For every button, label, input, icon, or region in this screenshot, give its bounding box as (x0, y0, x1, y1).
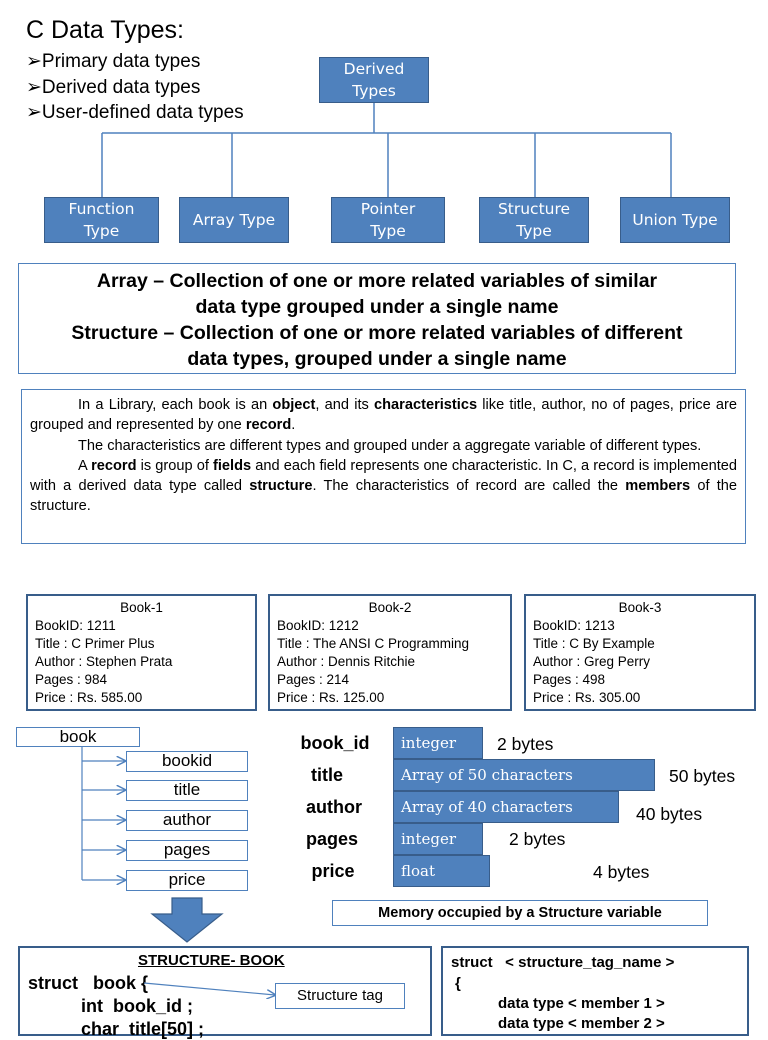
member-label: pages (305, 829, 359, 849)
paragraph-2: The characteristics are different types and grouped under a aggregate variable of different types. (78, 437, 702, 454)
arrow-icon (144, 983, 275, 995)
arrow-bullet-icon: ➢ (26, 51, 42, 72)
structure-type-node: Structure Type (479, 197, 589, 243)
code-line: struct < structure_tag_name > (451, 954, 675, 971)
book-record-2: Book-2 BookID: 1212 Title : The ANSI C Programming Author : Dennis Ritchie Pages : 214 Price : Rs. 125.00 (268, 594, 512, 711)
bullet-item: ➢Derived data types (26, 76, 201, 98)
memory-size: 50 bytes (669, 766, 736, 786)
arrow-bullet-icon: ➢ (26, 102, 42, 123)
array-definition-line: data type grouped under a single name (195, 296, 559, 318)
pointer-type-node: Pointer Type (331, 197, 445, 243)
bullet-item: ➢User-defined data types (26, 102, 244, 123)
memory-bar: integer (393, 727, 483, 759)
code-line: struct book { (28, 973, 149, 993)
structure-definition-line: data types, grouped under a single name (187, 348, 567, 370)
memory-bar: Array of 50 characters (393, 759, 655, 791)
code-line: int book_id ; (81, 996, 193, 1016)
memory-bar: integer (393, 823, 483, 855)
book-title: Book-1 (120, 600, 163, 615)
union-type-node: Union Type (620, 197, 730, 243)
tree-field-title: title (126, 780, 248, 801)
structure-tag-callout: Structure tag (275, 983, 405, 1009)
explanation-box (21, 389, 746, 544)
page-title: C Data Types: (26, 16, 184, 44)
array-definition-line: Array – Collection of one or more related variables of similar (96, 270, 658, 292)
tree-field-price: price (126, 870, 248, 891)
structure-syntax-code (441, 946, 749, 1036)
arrow-bullet-icon: ➢ (26, 76, 42, 98)
book-record-3: Book-3 BookID: 1213 Title : C By Example Author : Greg Perry Pages : 498 Price : Rs. 305.00 (524, 594, 756, 711)
bullet-item: ➢Primary data types (26, 51, 201, 72)
memory-size: 2 bytes (509, 829, 566, 849)
function-type-node: Function Type (44, 197, 159, 243)
member-label: author (306, 797, 362, 817)
book-title: Book-2 (368, 600, 412, 615)
code-line: char title[50] ; (81, 1019, 205, 1039)
book-title: Book-3 (618, 600, 662, 615)
down-arrow-icon (152, 898, 222, 942)
memory-size: 2 bytes (497, 734, 554, 754)
tree-field-author: author (126, 810, 248, 831)
member-label: book_id (300, 733, 370, 753)
definitions-box (18, 263, 736, 374)
book-record-1: Book-1 BookID: 1211 Title : C Primer Plus Author : Stephen Prata Pages : 984 Price : Rs. 585.00 (26, 594, 257, 711)
code-line: data type < member 1 > (498, 995, 665, 1012)
paragraph-1: In a Library, each book is an object, and its characteristics like title, author, no of pages, price are grouped and represented by one record. (30, 397, 737, 434)
paragraph-3: A record is group of fields and each field represents one characteristic. In C, a record is implemented with a derived data type called structure. The characteristics of record are called the members of the structure. (30, 457, 737, 515)
code-line: { (455, 975, 461, 992)
tree-field-pages: pages (126, 840, 248, 861)
member-label: price (311, 861, 355, 881)
member-label: title (310, 765, 343, 785)
tag-pointer (140, 975, 280, 1005)
tree-field-bookid: bookid (126, 751, 248, 772)
structure-definition-line: Structure – Collection of one or more related variables of different (71, 322, 683, 344)
memory-caption: Memory occupied by a Structure variable (332, 900, 708, 926)
code-heading: STRUCTURE- BOOK (138, 952, 285, 969)
memory-bar: float (393, 855, 490, 887)
tree-root-book: book (16, 727, 140, 747)
memory-size: 4 bytes (593, 862, 650, 882)
derived-types-node: Derived Types (319, 57, 429, 103)
array-type-node: Array Type (179, 197, 289, 243)
code-line: data type < member 2 > (498, 1015, 665, 1032)
memory-bar: Array of 40 characters (393, 791, 619, 823)
memory-size: 40 bytes (636, 804, 703, 824)
